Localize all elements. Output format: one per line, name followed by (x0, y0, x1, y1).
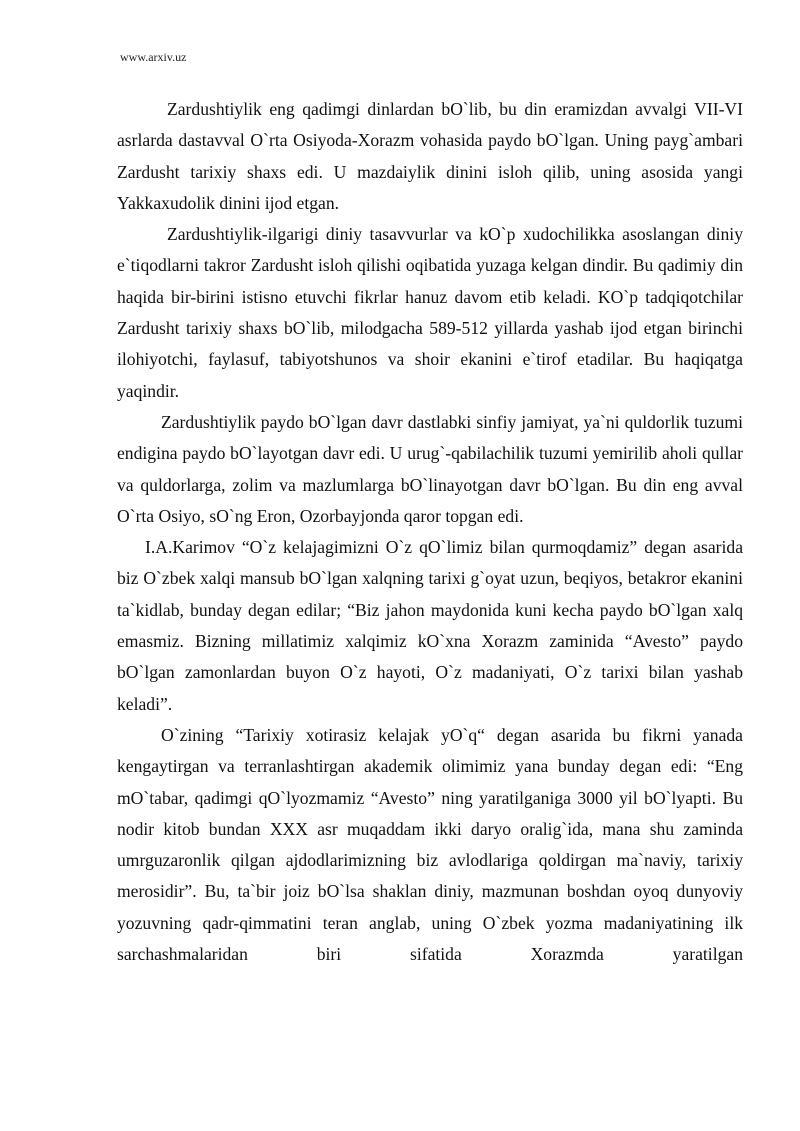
paragraph: Zardushtiylik paydo bO`lgan davr dastlabki sinfiy jamiyat, ya`ni quldorlik tuzumi endigina paydo bO`layotgan davr edi. U urug`-qabilachilik tuzumi yemirilib aholi qullar va quldorlarga, zolim va mazlumlarga bO`linayotgan davr bO`lgan. Bu din eng avval O`rta Osiyo, sO`ng Eron, Ozorbayjonda qaror topgan edi. (117, 411, 743, 526)
paragraph: Zardushtiylik eng qadimgi dinlardan bO`lib, bu din eramizdan avvalgi VII-VI asrlarda dastavval O`rta Osiyoda-Xorazm vohasida paydo bO`lgan. Uning payg`ambari Zardusht tarixiy shaxs edi. U mazdaiylik dinini isloh qilib, uning asosida yangi Yakkaxudolik dinini ijod etgan. (117, 99, 743, 213)
document-body (117, 94, 743, 970)
paragraph: Zardushtiylik-ilgarigi diniy tasavvurlar va kO`p xudochilikka asoslangan diniy e`tiqodlarni takror Zardusht isloh qilishi oqibatida yuzaga kelgan dindir. Bu qadimiy din haqida bir-birini istisno etuvchi fikrlar hanuz davom etib keladi. KO`p tadqiqotchilar Zardusht tarixiy shaxs bO`lib, milodgacha 589-512 yillarda yashab ijod etgan birinchi ilohiyotchi, faylasuf, tabiyotshunos va shoir ekanini e`tirof etadilar. Bu haqiqatga yaqindir. (117, 224, 743, 401)
paragraph: O`zining “Tarixiy xotirasiz kelajak yO`q“ degan asarida bu fikrni yanada kengaytirgan va terranlashtirgan akademik olimimiz yana bunday degan edi: “Eng mO`tabar, qadimgi qO`lyozmamiz “Avesto” ning yaratilganiga 3000 yil bO`lyapti. Bu nodir kitob bundan XXX asr muqaddam ikki daryo oralig`ida, mana shu zaminda umrguzaronlik qilgan ajdodlarimizning biz avlodlariga qoldirgan ma`naviy, tarixiy merosidir”. Bu, ta`bir joiz bO`lsa shaklan diniy, mazmunan boshdan oyoq dunyoviy yozuvning qadr-qimmatini teran anglab, uning O`zbek yozma madaniyatining ilk sarchashmalaridan biri sifatida Xorazmda yaratilgan (117, 724, 743, 965)
paragraph: I.A.Karimov “O`z kelajagimizni O`z qO`limiz bilan qurmoqdamiz” degan asarida biz O`zbek xalqi mansub bO`lgan xalqning tarixi g`oyat uzun, beqiyos, betakror ekanini ta`kidlab, bunday degan edilar; “Biz jahon maydonida kuni kecha paydo bO`lgan xalq emasmiz. Bizning millatimiz xalqimiz kO`xna Xorazm zaminida “Avesto” paydo bO`lgan zamonlardan buyon O`z hayoti, O`z madaniyati, O`z tarixi bilan yashab keladi”. (117, 537, 743, 714)
site-url-header: www.arxiv.uz (120, 50, 187, 64)
